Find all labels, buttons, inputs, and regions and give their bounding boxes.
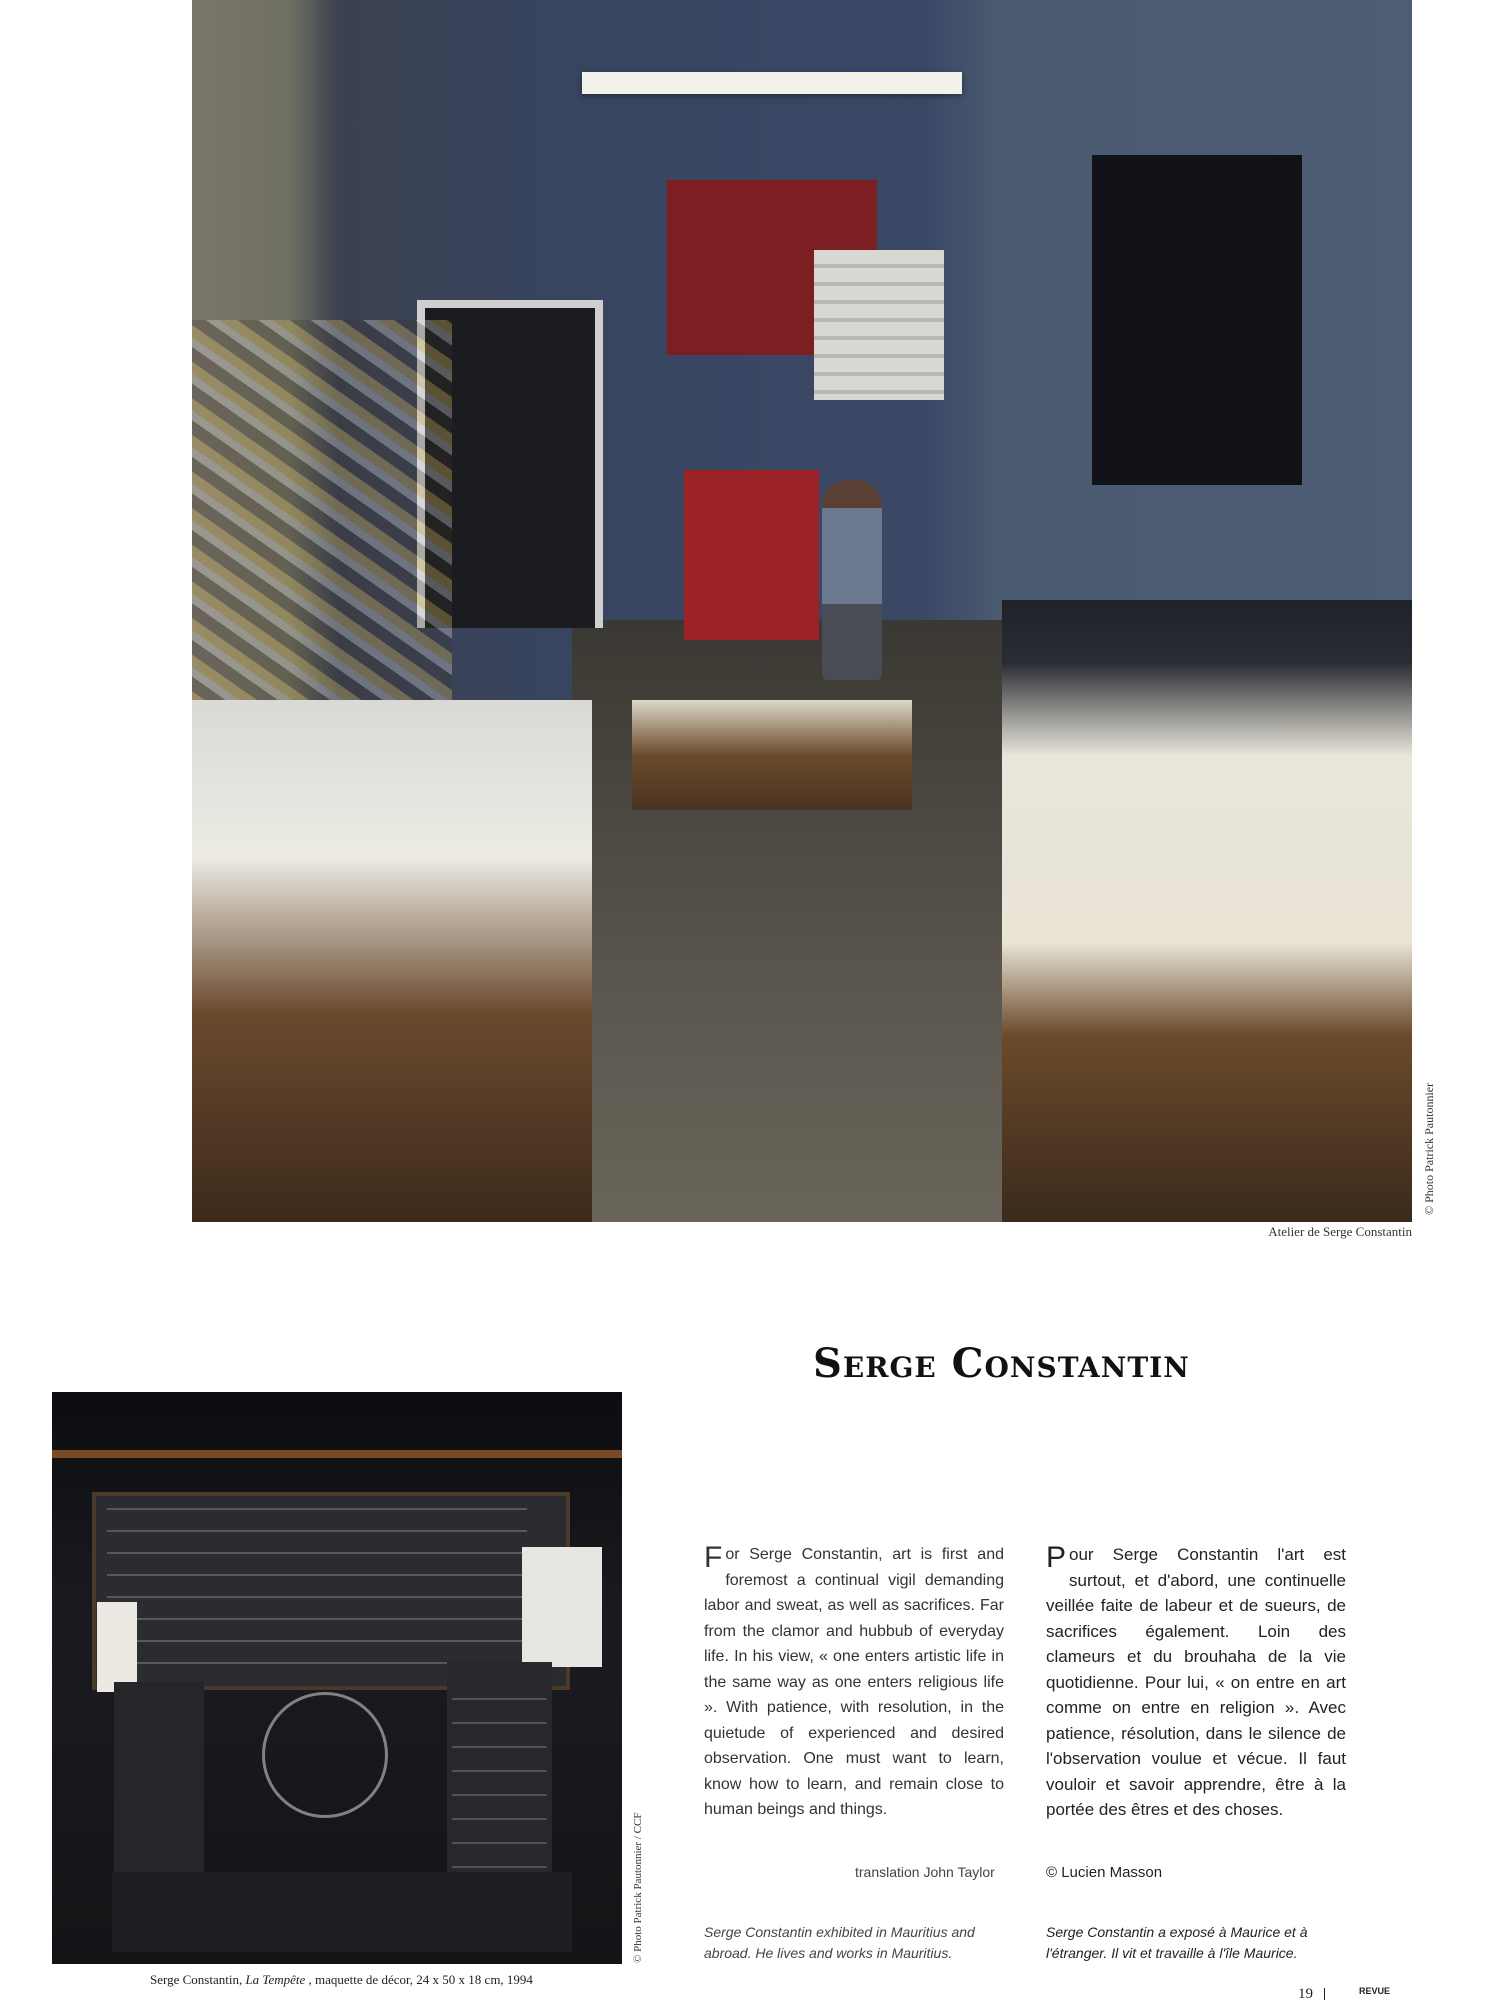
maquette-photo xyxy=(52,1392,622,1964)
french-dropcap: P xyxy=(1046,1541,1067,1574)
ceiling-lamp xyxy=(582,72,962,94)
studio-photo xyxy=(192,0,1412,1222)
article-title: Serge Constantin xyxy=(813,1340,1190,1387)
author-credit: © Lucien Masson xyxy=(1046,1864,1163,1881)
red-fireplace xyxy=(684,470,819,640)
translation-credit: translation John Taylor xyxy=(855,1864,995,1880)
french-column xyxy=(1046,1542,1346,1823)
pinned-note xyxy=(97,1602,137,1692)
center-desk xyxy=(632,700,912,810)
caption-artist: Serge Constantin, xyxy=(150,1972,246,1987)
caption-details: , maquette de décor, 24 x 50 x 18 cm, 1994 xyxy=(305,1972,533,1987)
chalk-writing xyxy=(107,1504,527,1664)
english-column xyxy=(704,1542,1004,1823)
black-cloth xyxy=(1092,155,1302,485)
pinned-paper xyxy=(522,1547,602,1667)
right-worktable xyxy=(1002,600,1412,1222)
studio-photo-caption: Atelier de Serge Constantin xyxy=(1268,1224,1412,1239)
english-note: Serge Constantin exhibited in Mauritius and abroad. He lives and works in Mauritius. xyxy=(704,1924,975,1961)
english-dropcap: F xyxy=(704,1541,723,1574)
chalk-writing-right xyxy=(452,1682,547,1892)
english-body: or Serge Constantin, art is first and foremost a continual vigil demanding labor and sweat, as well as sacrifices. Far from the clamor and hubbub of everyday life. In his view, « one enters artistic life in the same way as one enters religious life ». With patience, with resolution, in the quietude of experienced and desired observation. One must want to learn, know how to learn, and remain close to human beings and things. xyxy=(704,1546,1004,1818)
footer-divider xyxy=(1324,1988,1325,2000)
clutter xyxy=(192,320,452,740)
page-number: 19 xyxy=(1298,1986,1313,2002)
maquette-photo-credit: © Photo Patrick Pautonnier / CCF xyxy=(632,1812,644,1963)
left-pillar xyxy=(114,1682,204,1892)
rod xyxy=(52,1450,622,1458)
maquette-photo-caption xyxy=(150,1972,533,1988)
wire-ring xyxy=(262,1692,388,1818)
magazine-logo: REVUE xyxy=(1359,1986,1391,1996)
stage-base xyxy=(112,1872,572,1952)
shutter xyxy=(814,250,944,400)
person-on-phone xyxy=(822,480,882,680)
left-worktable xyxy=(192,700,592,1222)
studio-photo-credit: © Photo Patrick Pautonnier xyxy=(1422,1082,1436,1215)
french-body: our Serge Constantin l'art est surtout, et d'abord, une continuelle veillée faite de labeur et de sueurs, de sacrifices également. Loin des clameurs et du brouhaha de la vie quotidienne. Pour lui, « on entre en art comme on entre en religion ». Avec patience, résolution, dans le silence de l'observation voulue et vécue. Il faut vouloir et savoir apprendre, être à la portée des êtres et des choses. xyxy=(1046,1545,1346,1819)
french-note: Serge Constantin a exposé à Maurice et à l'étranger. Il vit et travaille à l'île Maurice. xyxy=(1046,1924,1308,1961)
caption-work-title: La Tempête xyxy=(245,1972,306,1987)
